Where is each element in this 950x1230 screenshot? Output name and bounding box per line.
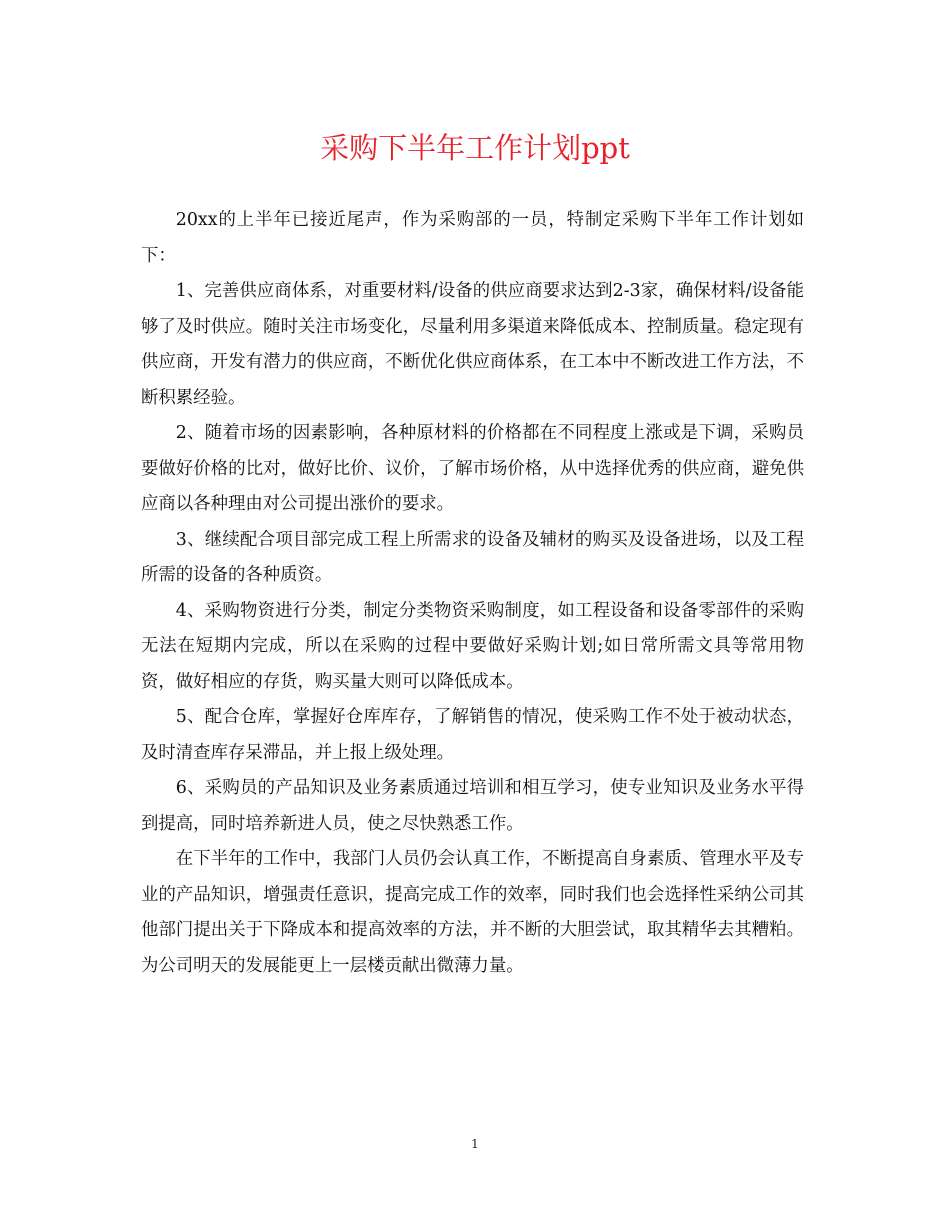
item-3-paragraph: 3、继续配合项目部完成工程上所需求的设备及辅材的购买及设备进场，以及工程所需的设备的各种质资。: [141, 529, 804, 585]
item-5-paragraph: 5、配合仓库，掌握好仓库库存，了解销售的情况，使采购工作不处于被动状态，及时清查库存呆滞品，并上报上级处理。: [141, 707, 804, 763]
item-1-paragraph: 1、完善供应商体系，对重要材料/设备的供应商要求达到2-3家，确保材料/设备能够了及时供应。随时关注市场变化，尽量利用多渠道来降低成本、控制质量。稳定现有供应商，开发有潜力的供应商，不断优化供应商体系，在工本中不断改进工作方法，不断积累经验。: [141, 281, 804, 408]
item-6-paragraph: 6、采购员的产品知识及业务素质通过培训和相互学习，使专业知识及业务水平得到提高，同时培养新进人员，使之尽快熟悉工作。: [141, 778, 804, 834]
document-body: [141, 203, 804, 984]
document-title: 采购下半年工作计划ppt: [320, 131, 630, 165]
intro-paragraph: 20xx的上半年已接近尾声，作为采购部的一员，特制定采购下半年工作计划如下：: [141, 210, 804, 266]
page-number: 1: [471, 1137, 479, 1151]
item-4-paragraph: 4、采购物资进行分类，制定分类物资采购制度，如工程设备和设备零部件的采购无法在短期内完成，所以在采购的过程中要做好采购计划;如日常所需文具等常用物资，做好相应的存货，购买量大则可以降低成本。: [141, 600, 804, 692]
closing-paragraph: 在下半年的工作中，我部门人员仍会认真工作，不断提高自身素质、管理水平及专业的产品知识，增强责任意识，提高完成工作的效率，同时我们也会选择性采纳公司其他部门提出关于下降成本和提高效率的方法，并不断的大胆尝试，取其精华去其糟粕。为公司明天的发展能更上一层楼贡献出微薄力量。: [141, 849, 804, 976]
item-2-paragraph: 2、随着市场的因素影响，各种原材料的价格都在不同程度上涨或是下调，采购员要做好价格的比对，做好比价、议价，了解市场价格，从中选择优秀的供应商，避免供应商以各种理由对公司提出涨价的要求。: [141, 423, 804, 514]
